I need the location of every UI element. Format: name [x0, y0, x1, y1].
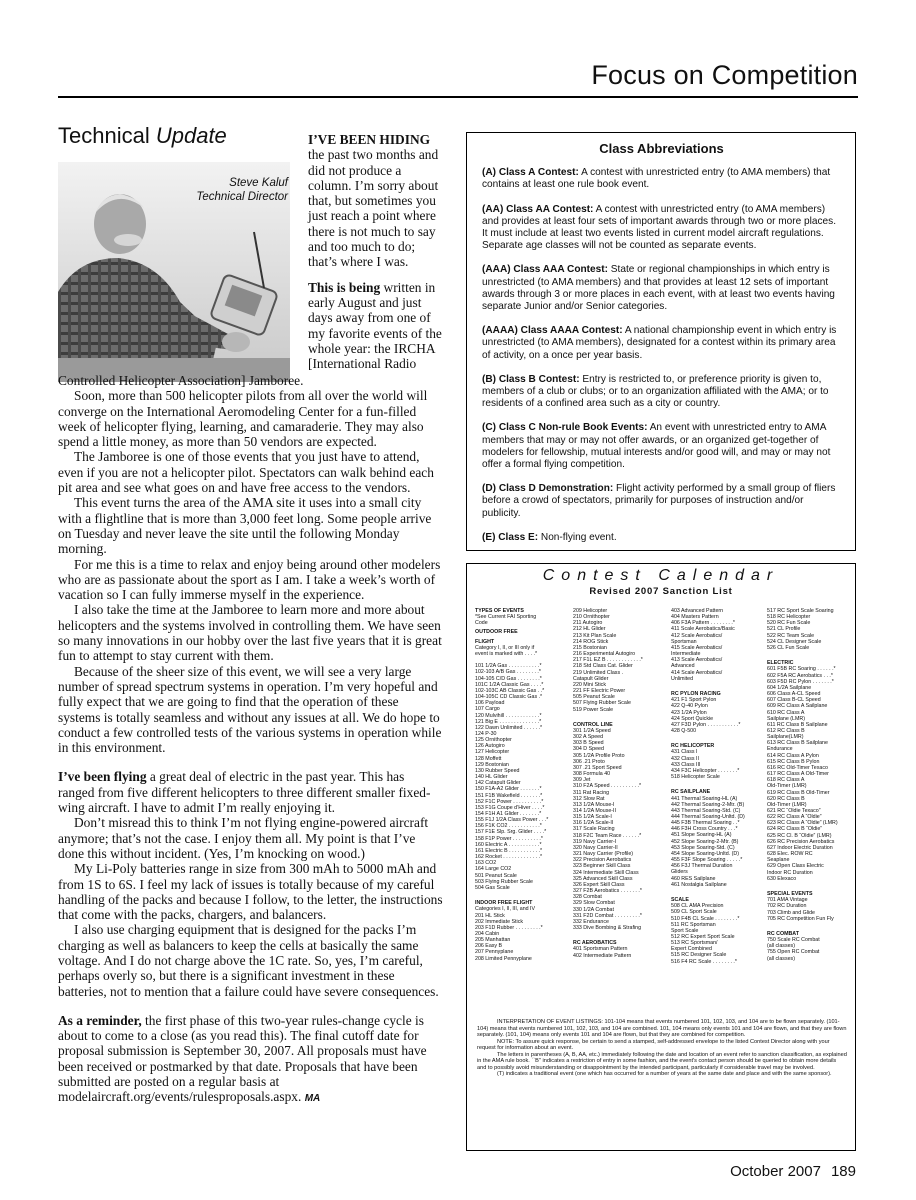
- event-listing: 428 Q-500: [671, 727, 697, 734]
- section-header-title: Focus on Competition: [591, 60, 858, 90]
- event-listing: 210 Ornithopter: [573, 614, 610, 621]
- event-listing: 609 RC Class A Sailplane: [767, 703, 828, 710]
- event-listing: 601 F5B RC Soaring . . . . . .*: [767, 666, 836, 673]
- event-listing: 520 RC Fun Scale: [767, 620, 811, 627]
- page-footer: [730, 1163, 856, 1180]
- event-listing: 620 RC Class B: [767, 795, 805, 802]
- event-listing: 607 Class B-CL Speed: [767, 697, 821, 704]
- event-listing: 517 RC Sport Scale Soaring: [767, 608, 834, 614]
- event-listing: 142 Catapult Glider: [475, 780, 521, 787]
- event-listing: 432 Class II: [671, 755, 699, 762]
- event-listing: 508 CL AMA Precision: [671, 903, 724, 910]
- event-listing: 308 Formula 40: [573, 771, 611, 778]
- class-abbreviation-text: A contest with unrestricted entry (to AMA members) and provides at least four sets of important awards through two or more places. It must include at least two events listed in current model aircraft regulations. Separate age classes will not be counted as separate events.: [482, 203, 837, 252]
- class-abbreviation-label: (AAAA) Class AAAA Contest:: [482, 325, 623, 337]
- sanction-list: [475, 608, 851, 1014]
- class-abbreviation-item: [482, 483, 841, 520]
- article-paragraph: I also use charging equipment that is designed for the packs I’m charging as well as balancers to keep the cells at basically the same voltage. And I do not charge above the 1C rate. So, yes, I’m careful, perhaps overly so, but there is a significant investment in these batteries, not to mention that a failure could have severe consequences.: [58, 922, 439, 999]
- calendar-note: (T) indicates a traditional event (one which has occurred for a number of years at the same date and place and with the same sponsor).: [497, 1071, 832, 1077]
- event-listing: 152 F1C Power . . . . . . . . . .*: [475, 798, 544, 805]
- event-listing: 617 RC Class A Old-Timer: [767, 771, 829, 778]
- event-listing: 755 Open RC Combat: [767, 949, 820, 956]
- class-abbreviation-item: [482, 204, 841, 253]
- event-listing: 310 F2A Speed . . . . . . . . . .*: [573, 783, 642, 790]
- event-listing: 511 RC Sportsman: [671, 921, 716, 928]
- event-listing: 150 F1A-A2 Glider . . . . . . .*: [475, 786, 542, 793]
- event-listing: 521 CL Profile: [767, 626, 801, 633]
- class-abbreviation-text: Flight activity performed by a small group of fliers before a crowd of spectators, primarily for purposes of instruction and/or publicity.: [482, 483, 836, 519]
- event-listing: 616 RC Old-Timer Texaco: [767, 764, 828, 771]
- event-listing: 218 Std Class Cat. Glider: [573, 663, 633, 670]
- event-listing: 604 1/2A Sailplane: [767, 684, 812, 691]
- event-listing: Seaplane: [767, 857, 790, 864]
- class-abbreviation-text: Entry is restricted to, or preference priority is given to, members of a club or clubs; or to an organization affiliated with the AMA; or to residents of a confined area such as a city or country.: [482, 373, 829, 410]
- event-listing: 330 1/2A Combat: [573, 906, 614, 913]
- event-listing: 161 Electric B . . . . . . . . . . .*: [475, 847, 543, 854]
- event-listing: 126 Autogiro: [475, 743, 505, 750]
- event-listing: 128 Moffett: [475, 755, 502, 762]
- event-category-heading: RC HELICOPTER: [671, 743, 715, 750]
- event-listing: 220 Mini Stick: [573, 681, 606, 688]
- event-listing: 516 F4 RC Scale . . . . . . . .*: [671, 958, 737, 965]
- event-listing: 329 Slow Combat: [573, 900, 615, 907]
- event-listing: 157 F1E Slp. Srg. Glider . . . .*: [475, 829, 547, 836]
- event-listing: 321 Navy Carrier (Profile): [573, 851, 634, 858]
- event-listing: 332 Endurance: [573, 918, 609, 925]
- event-listing: 303 B Speed: [573, 740, 604, 747]
- class-abbreviation-item: [482, 532, 841, 544]
- calendar-note: INTERPRETATION OF EVENT LISTINGS: 101-104 means that events numbered 101, 102, 103, and 104 are to be flown separately. (101-104) means that events numbered 101, 102, 103, and 104 are combined. 101, 104 means only events 101 and 104 are flown, and that they are flown separately. (101, 104) means only events 101 and 104 are flown, but that they are combined for competition.: [477, 1019, 847, 1038]
- event-listing: 207 Pennyplane: [475, 949, 514, 956]
- event-listing: Old-Timer (LMR): [767, 783, 807, 790]
- calendar-note: NOTE: To assure quick response, be certain to send a stamped, self-addressed envelope to the listed Contest Director along with your request for information about an event.: [477, 1038, 830, 1051]
- event-listing: 610 RC Class A: [767, 709, 805, 716]
- event-listing: 442 Thermal Soaring-2-Mtr. (B): [671, 801, 745, 808]
- event-listing: 313 1/2A Mouse-I: [573, 801, 615, 808]
- event-listing: 151 F1B Wakefield . . . . . . .*: [475, 792, 543, 799]
- event-listing: [475, 891, 567, 897]
- event-listing: 333 Dive Bombing & Strafing: [573, 924, 642, 931]
- event-listing: 208 Limited Pennyplane: [475, 955, 532, 962]
- event-listing: 443 Thermal Soaring-Std. (C): [671, 807, 741, 814]
- article-body: [58, 373, 444, 1107]
- event-listing: 155 F1J 1/2A Class Power . . .*: [475, 817, 549, 824]
- event-listing: 401 Sportsman Pattern: [573, 946, 628, 953]
- event-listing: 622 RC Class A “Oldie”: [767, 814, 822, 821]
- issue-date: October 2007: [730, 1163, 821, 1180]
- class-abbreviation-label: (A) Class A Contest:: [482, 167, 579, 179]
- calendar-notes: [477, 1019, 847, 1078]
- event-listing: 619 RC Class B Old-Timer: [767, 789, 830, 796]
- contest-calendar-box: [466, 563, 856, 1151]
- event-listing: 423 1/2A Pylon: [671, 709, 707, 716]
- article-paragraph: Don’t misread this to think I’m not flying engine-powered aircraft anymore; that’s not the case. I enjoy them all. My point is that I’ve done this without incident. (Yes, I’m knocking on wood.): [58, 815, 429, 861]
- event-listing: 320 Navy Carrier-II: [573, 844, 618, 851]
- class-abbreviation-text: An event with unrestricted entry to AMA members that may or may not offer awards, or an organized get-together of modelers for fellowship, mutual interests and/or good will, and may or may not offer a formal flying competition.: [482, 422, 831, 471]
- event-listing: 507 Flying Rubber Scale: [573, 700, 632, 707]
- article-paragraph: This is being written in early August and just days away from one of my favorite events of the whole year: the IRCHA [International Radio: [308, 279, 442, 372]
- event-category-heading: FLIGHT: [475, 638, 495, 645]
- event-listing: 301 1/2A Speed: [573, 727, 611, 734]
- event-listing: 613 RC Class B Sailplane: [767, 740, 828, 747]
- contest-calendar-title: Contest Calendar: [542, 567, 780, 584]
- calendar-note: The letters in parentheses (A, B, AA, etc.) immediately following the date and location of an event refer to sanction classification, as explained in the AMA rule book. ``B'' indicates a restriction of entry in some fashion, and the event's contact person should be queried to obtain more details and to possibly avoid misunderstanding or disappointment by the intended participant, particularly if considerable travel may be involved.: [477, 1051, 847, 1071]
- event-listing: 314 1/2A Mouse-II: [573, 808, 616, 814]
- event-listing: 460 RES Sailplane: [671, 875, 716, 882]
- article-paragraph: Controlled Helicopter Association] Jamboree.: [58, 373, 304, 388]
- sanction-list-column-1: [475, 608, 567, 962]
- event-listing: 101 1/2A Gas . . . . . . . . . . .*: [475, 663, 542, 670]
- event-listing: 203 F1D Rubber . . . . . . . . .*: [475, 924, 543, 931]
- event-category-heading: SCALE: [671, 897, 689, 904]
- article-paragraph: This event turns the area of the AMA site it uses into a small city with a flightline that is more than 3,000 feet long. Some people arrive on Tuesday and never leave the site until the following Monday morning.: [58, 495, 432, 557]
- event-listing: [767, 882, 859, 888]
- event-listing: 309 Jet: [573, 777, 591, 784]
- event-listing: Sportsman: [671, 638, 697, 645]
- article-paragraph: I’VE BEEN HIDING the past two months and did not produce a column. I’m sorry about that, but sometimes you just reach a point where there is not much to say and too much to do; that’s where I was.: [308, 132, 439, 270]
- event-listing: 107 Cargo: [475, 706, 500, 713]
- event-listing: 411 Scale Aerobatics/Basic: [671, 626, 735, 633]
- event-listing: 424 Sport Quickie: [671, 715, 714, 722]
- class-abbreviation-label: (B) Class B Contest:: [482, 373, 580, 385]
- event-listing: 415 Scale Aerobatics/: [671, 644, 723, 651]
- event-listing: Unlimited: [671, 675, 694, 682]
- article-paragraph: My Li-Poly batteries range in size from 300 mAh to 5000 mAh and from 1S to 6S. I feel my lack of issues is totally because of my careful handling of the packs and because I follow, to the letter, the instructions that come with the packs, chargers, and balancers.: [58, 861, 443, 923]
- event-listing: [767, 922, 859, 928]
- article-intro-column: [308, 132, 444, 381]
- event-listing: 316 1/2A Scale-II: [573, 820, 614, 827]
- event-listing: 403 Advanced Pattern: [671, 608, 724, 614]
- event-listing: 703 Climb and Glide: [767, 909, 815, 916]
- event-listing: 451 Slope Soaring-HL (A): [671, 832, 732, 839]
- class-abbreviations-list: [482, 167, 841, 544]
- event-listing: Expert Combined: [671, 946, 712, 953]
- event-listing: 612 RC Class B: [767, 727, 805, 734]
- event-listing: 322 Precision Aerobatics: [573, 857, 632, 864]
- event-listing: 122 Dawn Unlimited . . . . . .*: [475, 724, 543, 731]
- event-listing: 318 F2C Team Race . . . . . .*: [573, 832, 642, 839]
- event-listing: 124 P-30: [475, 730, 497, 737]
- article-paragraph: Because of the sheer size of this event, we will see a very large number of spread spectrum systems in operation. I’m very hopeful and fully expect that we are going to find that the operation of these systems is totally seamless and without any issues at all. We do hope to conduct a few controlled tests of the various systems in operation while in this environment.: [58, 663, 442, 756]
- article-paragraph: The Jamboree is one of those events that you just have to attend, even if you are not a helicopter pilot. Spectators can walk behind each pit area and see what goes on and have free access to the vendors.: [58, 449, 434, 496]
- sanction-list-column-3: [671, 608, 763, 965]
- class-abbreviation-item: [482, 264, 841, 313]
- event-listing: 102-103 A/B Gas . . . . . . . .*: [475, 669, 541, 676]
- event-listing: Category I, II, or III only if: [475, 644, 535, 651]
- event-category-heading: SPECIAL EVENTS: [767, 891, 813, 898]
- event-listing: 163 CO2: [475, 860, 497, 867]
- event-listing: [573, 713, 665, 719]
- event-listing: 324 Intermediate Skill Class: [573, 869, 639, 876]
- article-paragraph: As a reminder, the first phase of this two-year rules-change cycle is about to come to a close (as you read this). The final cutoff date for proposal submission is September 30, 2007. All proposals must have been received or postmarked by that date. Proposals that have been submitted are posted on a regular basis at modelaircraft.org/events/rulesproposals.aspx. MA: [58, 1012, 427, 1105]
- class-abbreviation-text: Non-flying event.: [538, 531, 617, 543]
- event-listing: 630 Elexaco: [767, 875, 797, 882]
- event-listing: 623 RC Class A “Oldie” (LMR): [767, 820, 838, 827]
- event-listing: [671, 780, 763, 786]
- event-listing: 302 A Speed: [573, 734, 604, 741]
- event-listing: 205 Manhattan: [475, 937, 511, 944]
- class-abbreviation-text: State or regional championships in which entry is unrestricted (to AMA members) and that provides at least 12 sets of important awards through 3 or more places in each event, with at least two events having separate Junior and/or Senior categories.: [482, 264, 835, 313]
- event-listing: 202 Immediate Stick: [475, 918, 523, 925]
- event-listing: event is marked with . . . .*: [475, 650, 538, 657]
- event-listing: 317 Scale Racing: [573, 826, 615, 833]
- event-listing: 331 F2D Combat . . . . . . . . .*: [573, 912, 642, 919]
- event-listing: 413 Scale Aerobatics/: [671, 657, 723, 664]
- event-listing: 215 Bostonian: [573, 644, 607, 651]
- event-listing: 606 Class A-CL Speed: [767, 691, 821, 698]
- class-abbreviations-box: [466, 132, 856, 551]
- event-listing: 164 Large CO2: [475, 866, 512, 873]
- event-listing: 209 Helicopter: [573, 608, 608, 614]
- event-listing: Sailplane (LMR): [767, 715, 805, 722]
- class-abbreviation-label: (AA) Class AA Contest:: [482, 203, 594, 215]
- event-listing: 504 Gas Scale: [475, 884, 510, 891]
- event-listing: 127 Helicopter: [475, 749, 510, 756]
- event-listing: 618 RC Class A: [767, 777, 805, 784]
- event-listing: 216 Experimental Autogiro: [573, 651, 636, 658]
- event-listing: 518 Helicopter Scale: [671, 774, 720, 781]
- contest-calendar-subtitle: Revised 2007 Sanction List: [589, 586, 733, 597]
- event-listing: 446 F3H Cross Country . . .*: [671, 826, 738, 833]
- event-listing: 524 CL Designer Scale: [767, 638, 822, 645]
- event-category-heading: OUTDOOR FREE: [475, 629, 518, 636]
- class-abbreviation-label: (E) Class E:: [482, 531, 539, 543]
- event-listing: 211 Autogiro: [573, 620, 603, 627]
- event-listing: 120 Mulvihill . . . . . . . . . . . .*: [475, 712, 542, 719]
- event-listing: *See Current FAI Sporting: [475, 614, 537, 621]
- event-listing: 153 F1G Coupe d’Hiver . . . .*: [475, 804, 545, 811]
- event-listing: [671, 682, 763, 688]
- end-mark: MA: [304, 1093, 321, 1105]
- event-listing: 526 CL Fun Scale: [767, 644, 810, 651]
- event-listing: 304 D Speed: [573, 746, 604, 753]
- event-listing: 453 Slope Soaring-Std. (C): [671, 844, 735, 851]
- event-listing: 501 Peanut Scale: [475, 872, 517, 879]
- event-listing: 512 RC Expert Sport Scale: [671, 933, 735, 940]
- event-listing: 327 F2B Aerobatics . . . . . . .*: [573, 888, 642, 895]
- event-listing: 431 Class I: [671, 749, 698, 756]
- event-listing: 404 Masters Pattern: [671, 614, 719, 621]
- event-listing: Endurance: [767, 746, 793, 753]
- author-name: Steve Kaluf: [229, 177, 288, 189]
- event-listing: 160 Electric A . . . . . . . . . . .*: [475, 841, 542, 848]
- class-abbreviation-label: (D) Class D Demonstration:: [482, 483, 614, 495]
- event-listing: 130 Rubber Speed: [475, 767, 520, 774]
- sanction-list-column-4: [767, 608, 859, 962]
- event-listing: Advanced: [671, 663, 695, 670]
- event-listing: 328 Combat: [573, 894, 602, 901]
- event-category-heading: RC AEROBATICS: [573, 940, 617, 947]
- event-listing: 412 Scale Aerobatics/: [671, 632, 723, 639]
- event-listing: 421 F1 Sport Pylon: [671, 697, 717, 704]
- event-listing: 306 .21 Proto: [573, 758, 605, 765]
- event-listing: 602 F5A RC Aerobatics . . .*: [767, 672, 833, 679]
- article-paragraph: I also take the time at the Jamboree to learn more and more about helicopters and the systems involved in controlling them. We have seen so many innovations in our hobby over the last five years that it is great fun to attempt to stay current with them.: [58, 602, 442, 664]
- event-listing: 515 RC Designer Scale: [671, 952, 727, 959]
- event-listing: Old-Timer (LMR): [767, 801, 807, 808]
- event-listing: 461 Nostalgia Sailplane: [671, 881, 727, 888]
- author-role: Technical Director: [196, 191, 288, 203]
- event-listing: 104-105 C/D Gas . . . . . . . .*: [475, 675, 542, 682]
- event-listing: 513 RC Sportsman/: [671, 940, 718, 947]
- event-listing: 102-103C AB Classic Gas . .*: [475, 687, 545, 694]
- event-listing: 319 Navy Carrier-I: [573, 838, 617, 845]
- article-title: Technical Update: [58, 123, 227, 148]
- event-listing: 154 F1H A1 Glider . . . . . . .*: [475, 811, 542, 817]
- event-listing: Sailplane(LMR): [767, 734, 804, 741]
- event-listing: 204 Cabin: [475, 930, 500, 937]
- event-listing: [573, 931, 665, 937]
- class-abbreviations-title: Class Abbreviations: [599, 141, 724, 156]
- event-listing: 522 RC Team Scale: [767, 632, 815, 639]
- event-listing: 140 HL Glider: [475, 774, 508, 781]
- event-listing: 125 Ornithopter: [475, 737, 512, 744]
- class-abbreviation-text: A national championship event in which entry is unrestricted (to AMA members), designated for a contest within its primary area of activity, on a once per year basis.: [482, 325, 837, 361]
- event-listing: 629 Open Class Electric: [767, 863, 824, 870]
- event-listing: 214 ROG Stick: [573, 638, 609, 645]
- header-rule: [58, 96, 858, 98]
- event-listing: 422 Q-40 Pylon: [671, 703, 708, 710]
- event-listing: 406 F3A Pattern . . . . . . . .*: [671, 620, 735, 627]
- event-listing: 156 F1K CO2 . . . . . . . . . . .*: [475, 823, 542, 830]
- event-listing: Categories I, II, III, and IV: [475, 906, 536, 913]
- event-listing: 452 Slope Soaring-2-Mtr. (B): [671, 838, 739, 845]
- event-listing: 441 Thermal Soaring-HL (A): [671, 795, 738, 802]
- event-listing: 201 HL Stick: [475, 912, 505, 919]
- class-abbreviation-item: [482, 167, 841, 191]
- class-abbreviation-label: (C) Class C Non-rule Book Events:: [482, 422, 648, 434]
- sanction-list-column-2: [573, 608, 665, 959]
- page-number: 189: [830, 1163, 856, 1180]
- event-listing: 445 F3B Thermal Soaring . .*: [671, 820, 740, 827]
- event-listing: 101C 1/2A Classic Gas . . . .*: [475, 681, 544, 688]
- event-listing: 305 1/2A Profile Proto: [573, 752, 625, 759]
- article-paragraph: For me this is a time to relax and enjoy being around other modelers who are as passionate about the sport as I am. I take a week’s worth of vacation so I can fully immerse myself in the experience.: [58, 556, 441, 603]
- event-category-heading: RC SAILPLANE: [671, 789, 711, 796]
- author-byline: [158, 176, 288, 204]
- event-listing: 311 Rat Racing: [573, 789, 610, 796]
- event-listing: 628 Elec. ROW RC: [767, 851, 813, 858]
- event-listing: 519 Power Scale: [573, 706, 614, 713]
- event-listing: 158 F1P Power . . . . . . . . . .*: [475, 835, 543, 842]
- class-abbreviation-item: [482, 374, 841, 411]
- event-listing: 456 F3J Thermal Duration: [671, 863, 733, 870]
- event-listing: (all classes): [767, 955, 795, 962]
- event-listing: 503 Flying Rubber Scale: [475, 878, 534, 885]
- event-listing: 603 F5D RC Pylon . . . . . . .*: [767, 678, 834, 685]
- event-listing: 518 RC Helicopter: [767, 614, 811, 621]
- event-listing: 121 Big E . . . . . . . . . . . . . .*: [475, 718, 542, 725]
- event-listing: 315 1/2A Scale-I: [573, 814, 612, 821]
- event-listing: 614 RC Class A Pylon: [767, 752, 819, 759]
- event-listing: 323 Beginner Skill Class: [573, 863, 631, 870]
- article-paragraph: I’ve been flying a great deal of electric in the past year. This has ranged from five different helicopters to three different smaller fixed-wing aircraft. I have to admit I’m really enjoying it.: [58, 769, 431, 816]
- event-listing: Indoor RC Duration: [767, 869, 813, 876]
- event-listing: 615 RC Class B Pylon: [767, 758, 820, 765]
- event-listing: [671, 888, 763, 894]
- class-abbreviation-item: [482, 422, 841, 471]
- class-abbreviation-text: A contest with unrestricted entry (to AMA members) that contains at least one rule book event.: [482, 167, 831, 191]
- event-listing: 505 Peanut Scale: [573, 694, 615, 701]
- event-listing: 219 Unlimited Class .: [573, 669, 624, 676]
- event-listing: Intermediate: [671, 651, 701, 658]
- event-category-heading: INDOOR FREE FLIGHT: [475, 900, 533, 907]
- event-listing: 402 Intermediate Pattern: [573, 952, 632, 959]
- event-listing: 162 Rocket . . . . . . . . . . . . .*: [475, 854, 543, 861]
- event-listing: [767, 651, 859, 657]
- event-listing: [671, 734, 763, 740]
- event-listing: 312 Slow Rat: [573, 795, 605, 802]
- event-listing: 627 Indoor Electric Duration: [767, 844, 833, 851]
- event-listing: 326 Expert Skill Class: [573, 881, 625, 888]
- event-listing: 509 CL Sport Scale: [671, 909, 717, 916]
- event-listing: 212 HL Glider: [573, 626, 606, 633]
- event-listing: 106 Payload: [475, 700, 505, 707]
- event-listing: 414 Scale Aerobatics/: [671, 669, 723, 676]
- event-listing: Catapult Glider: [573, 675, 609, 682]
- event-listing: 104-105C CD Classic Gas .*: [475, 694, 543, 701]
- event-listing: 213 Kit Plan Scale: [573, 632, 617, 639]
- event-listing: 129 Bostonian: [475, 761, 509, 768]
- event-category-heading: ELECTRIC: [767, 660, 794, 667]
- event-listing: 325 Advanced Skill Class: [573, 875, 633, 882]
- class-abbreviation-item: [482, 325, 841, 362]
- event-listing: 434 F3C Helicopter . . . . . . .*: [671, 767, 740, 774]
- event-listing: 307 .21 Sport Speed: [573, 764, 622, 771]
- event-listing: 217 F1L EZ B . . . . . . . . . . . .*: [573, 657, 643, 664]
- event-listing: 626 RC Precision Aerobatics: [767, 838, 835, 845]
- event-listing: Gliders: [671, 869, 688, 876]
- event-listing: 510 F4B CL Scale . . . . . . . .*: [671, 915, 740, 922]
- event-listing: 444 Thermal Soaring-Unltd. (D): [671, 814, 745, 820]
- event-listing: 701 AMA Vintage: [767, 897, 808, 904]
- event-listing: 624 RC Class B “Oldie”: [767, 826, 823, 833]
- event-category-heading: CONTROL LINE: [573, 721, 613, 728]
- event-listing: 702 RC Duration: [767, 903, 807, 910]
- event-listing: 625 RC Cl. B “Oldie” (LMR): [767, 832, 832, 839]
- event-category-heading: RC PYLON RACING: [671, 691, 721, 698]
- event-listing: 611 RC Class B Sailplane: [767, 721, 828, 728]
- event-category-heading: TYPES OF EVENTS: [475, 608, 524, 614]
- event-category-heading: RC COMBAT: [767, 930, 799, 937]
- event-listing: 621 RC “Oldie Texaco”: [767, 808, 821, 814]
- event-listing: Code: [475, 620, 488, 627]
- event-listing: 454 Slope Soaring-Unltd. (D): [671, 850, 740, 857]
- event-listing: 221 FF Electric Power: [573, 688, 626, 695]
- article-paragraph: Soon, more than 500 helicopter pilots from all over the world will converge on the International Aeromodeling Center for a fun-filled week of helicopter flying, learning, and camaraderie. They may also spend a little money, as more than 50 vendors are expected.: [58, 388, 428, 450]
- event-listing: 750 Scale RC Combat: [767, 937, 820, 944]
- event-listing: 427 F3D Pylon . . . . . . . . . . .*: [671, 721, 741, 728]
- event-listing: 455 F3F Slope Soaring . . . . .*: [671, 857, 743, 864]
- event-listing: 206 Easy B: [475, 943, 503, 950]
- event-listing: 705 RC Competition Fun Fly: [767, 915, 834, 922]
- class-abbreviation-label: (AAA) Class AAA Contest:: [482, 264, 608, 276]
- event-listing: 433 Class III: [671, 761, 701, 768]
- event-listing: (all classes): [767, 943, 795, 950]
- event-listing: Sport Scale: [671, 927, 699, 934]
